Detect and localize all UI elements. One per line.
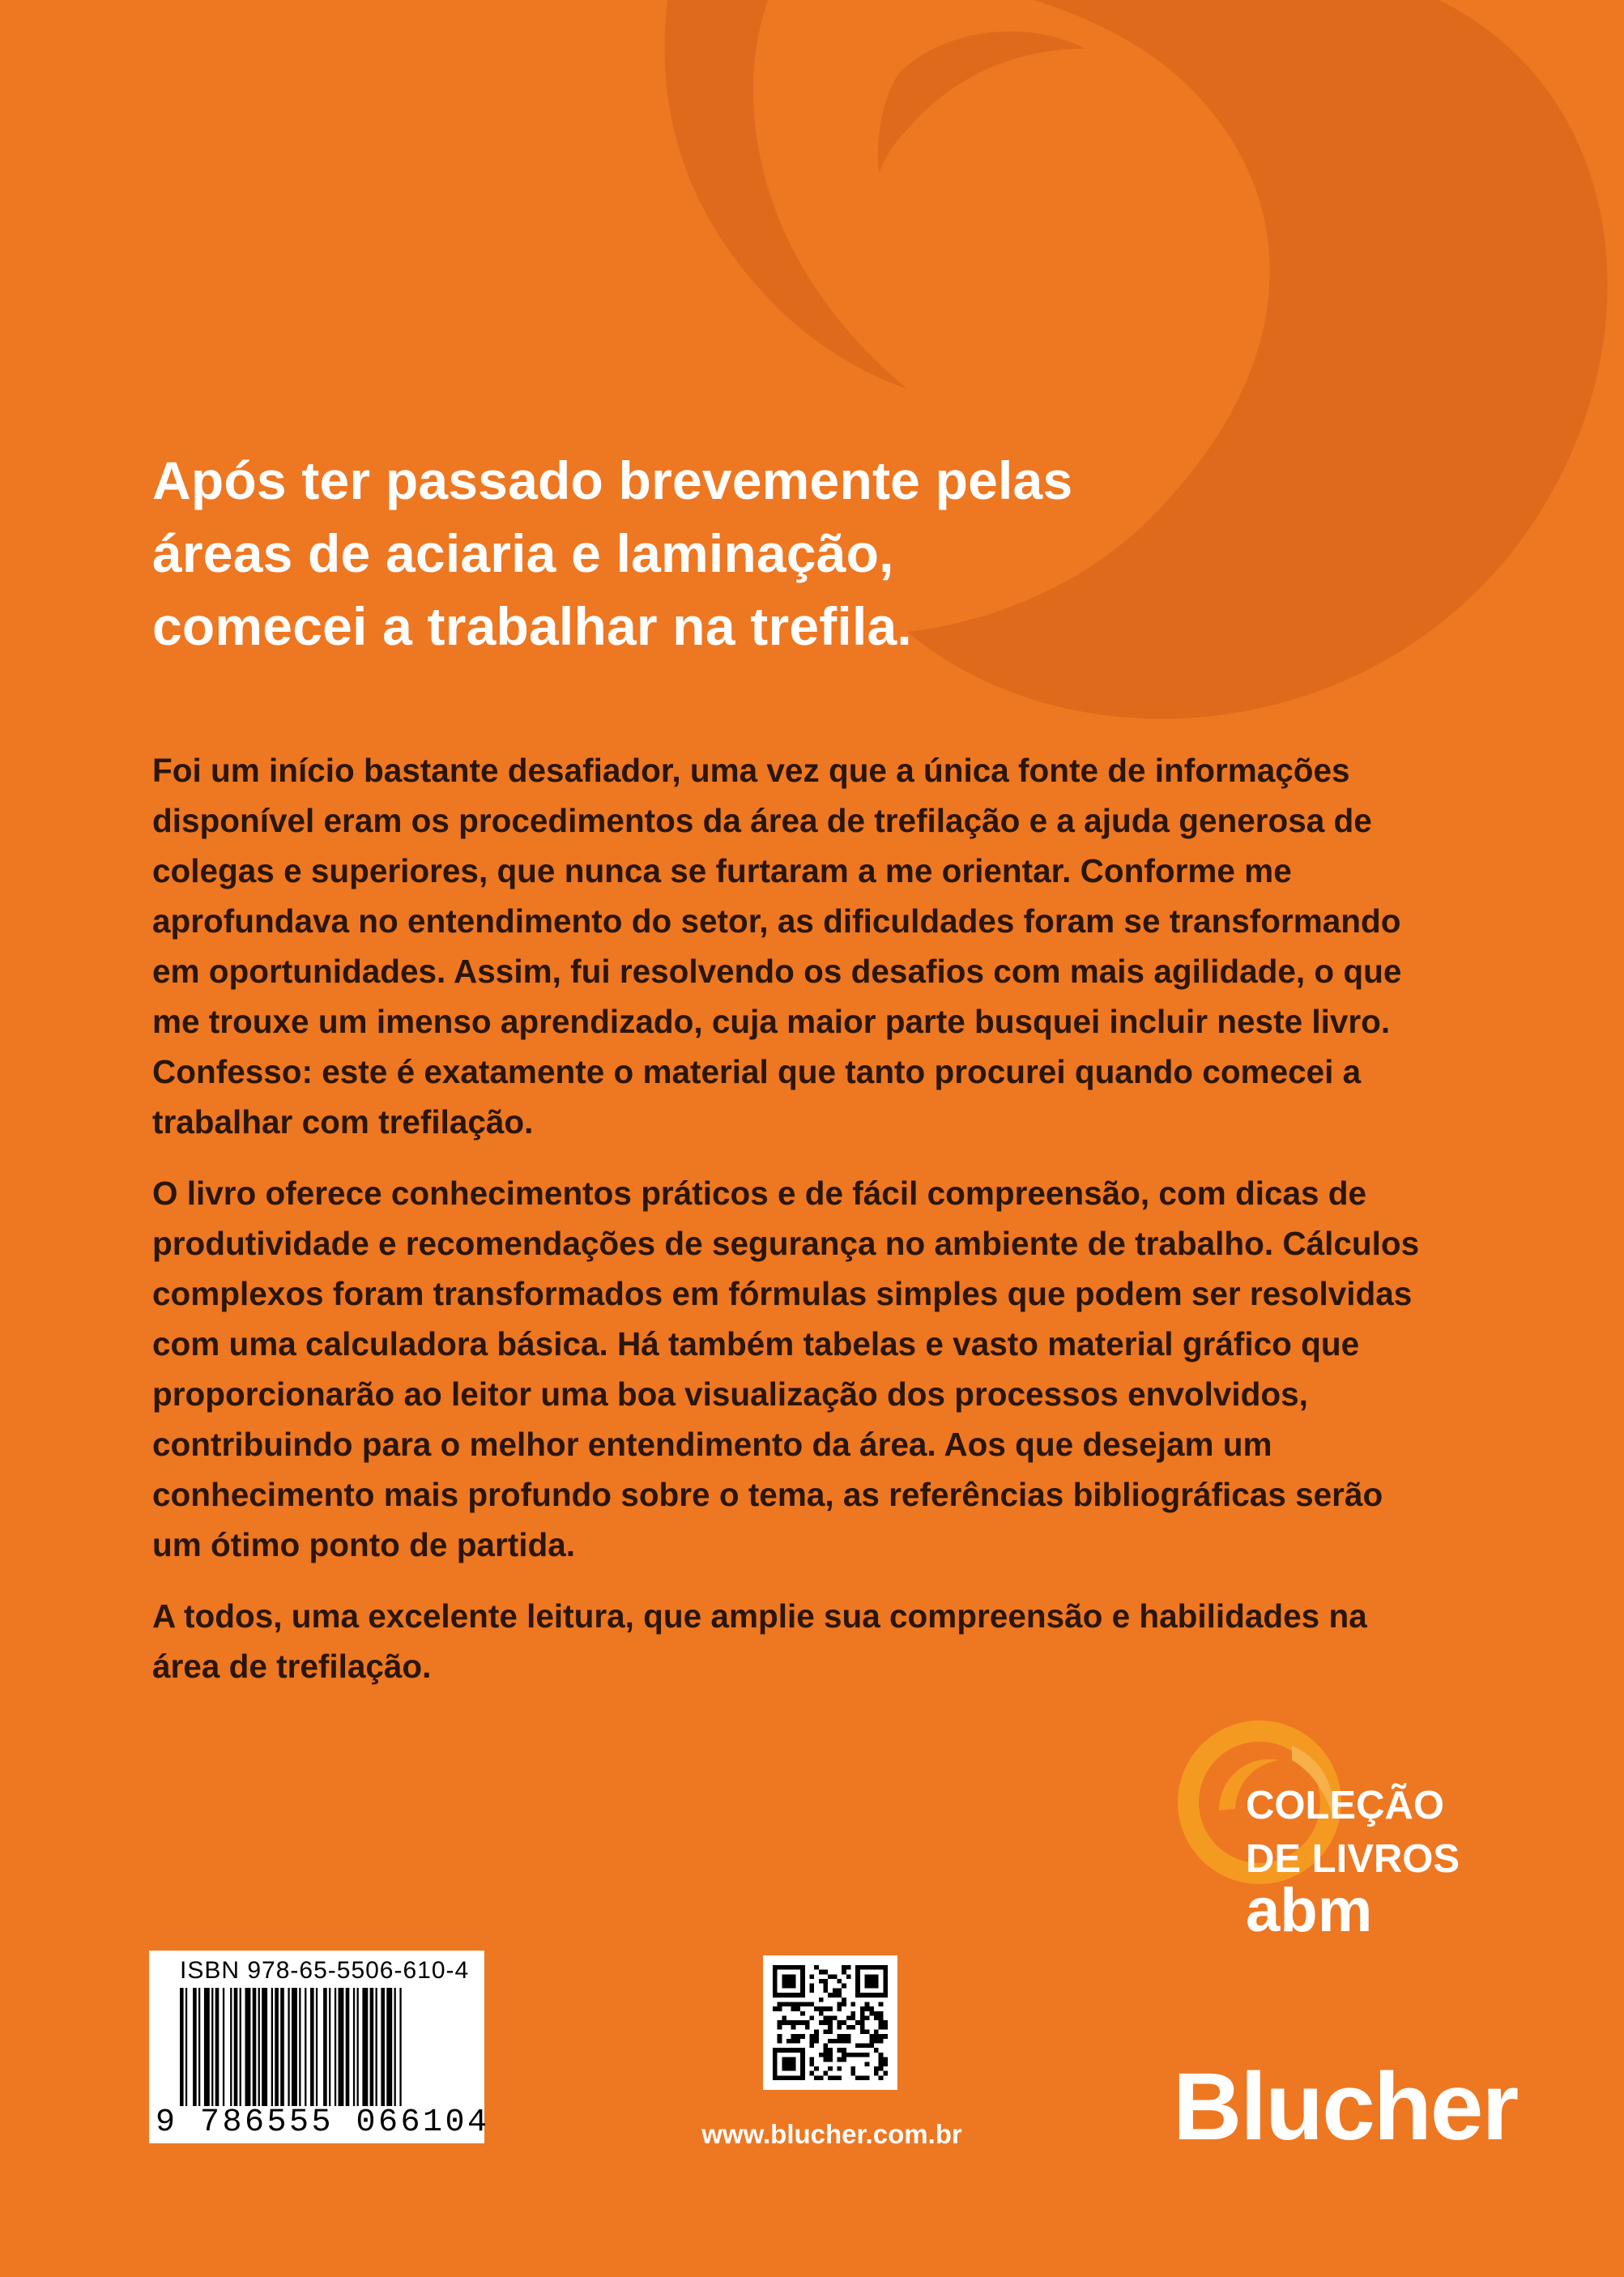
- isbn-barcode: [149, 1951, 490, 2143]
- text-line: área de trefilação.: [152, 1648, 432, 1685]
- text-line: A todos, uma excelente leitura, que amplie sua compreensão e habilidades na: [152, 1597, 1367, 1635]
- text-line: colegas e superiores, que nunca se furtaram a me orientar. Conforme me: [152, 852, 1292, 889]
- description-paragraph-1: [152, 745, 1481, 1147]
- book-description: [152, 745, 1481, 1712]
- text-line: conhecimento mais profundo sobre o tema, as referências bibliográficas serão: [152, 1476, 1383, 1513]
- headline-line: comecei a trabalhar na trefila.: [152, 596, 912, 656]
- headline-line: áreas de aciaria e laminação,: [152, 523, 894, 583]
- text-line: aprofundava no entendimento do setor, as dificuldades foram se transformando: [152, 902, 1401, 940]
- description-paragraph-2: [152, 1168, 1481, 1570]
- headline-quote: [152, 444, 1448, 663]
- text-line: produtividade e recomendações de segurança no ambiente de trabalho. Cálculos: [152, 1225, 1420, 1262]
- barcode-digits: 9 786555 066104: [156, 2104, 490, 2141]
- text-line: proporcionarão ao leitor uma boa visualização dos processos envolvidos,: [152, 1375, 1308, 1413]
- text-line: com uma calculadora básica. Há também tabelas e vasto material gráfico que: [152, 1325, 1360, 1362]
- text-line: Confesso: este é exatamente o material que tanto procurei quando comecei a: [152, 1053, 1362, 1090]
- collection-abm: abm: [1246, 1876, 1373, 1945]
- text-line: disponível eram os procedimentos da área de trefilação e a ajuda generosa de: [152, 802, 1372, 839]
- text-line: me trouxe um imenso aprendizado, cuja maior parte busquei incluir neste livro.: [152, 1003, 1391, 1040]
- isbn-label: ISBN 978-65-5506-610-4: [180, 1957, 470, 1984]
- collection-line-2: DE LIVROS: [1246, 1837, 1460, 1881]
- collection-line-1: COLEÇÃO: [1246, 1784, 1444, 1827]
- text-line: Foi um início bastante desafiador, uma vez que a única fonte de informações: [152, 752, 1350, 789]
- publisher-logo: Blucher: [1173, 2053, 1518, 2160]
- headline-line: Após ter passado brevemente pelas: [152, 450, 1073, 510]
- text-line: um ótimo ponto de partida.: [152, 1526, 575, 1563]
- barcode-icon: [180, 1988, 460, 2106]
- text-line: complexos foram transformados em fórmulas simples que podem ser resolvidas: [152, 1275, 1413, 1312]
- website-link[interactable]: www.blucher.com.br: [701, 2119, 962, 2149]
- description-paragraph-3: [152, 1591, 1481, 1691]
- text-line: O livro oferece conhecimentos práticos e de fácil compreensão, com dicas de: [152, 1175, 1367, 1212]
- collection-logo-text: [1246, 1779, 1460, 1945]
- qr-code-icon: [773, 1965, 888, 2080]
- text-line: trabalhar com trefilação.: [152, 1103, 534, 1141]
- text-line: contribuindo para o melhor entendimento da área. Aos que desejam um: [152, 1426, 1272, 1463]
- text-line: em oportunidades. Assim, fui resolvendo os desafios com mais agilidade, o que: [152, 953, 1402, 990]
- qr-code: [763, 1955, 897, 2090]
